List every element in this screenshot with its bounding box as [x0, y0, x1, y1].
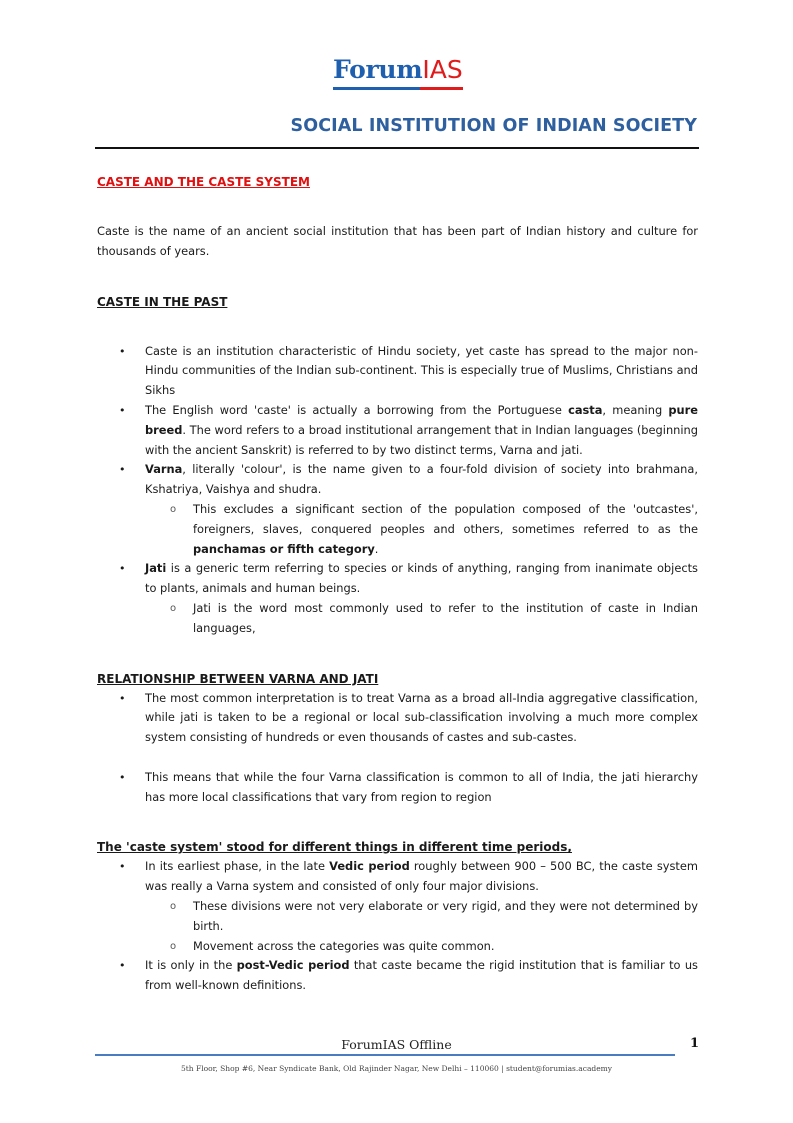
list-item	[97, 559, 698, 599]
document-title: SOCIAL INSTITUTION OF INDIAN SOCIETY	[290, 116, 697, 136]
list-item-text: Movement across the categories was quite common.	[193, 938, 495, 953]
bullet-icon: •	[119, 691, 126, 705]
section-heading-varna-jati: RELATIONSHIP BETWEEN VARNA AND JATI	[97, 671, 379, 686]
logo-underline-blue	[333, 87, 420, 90]
list-item-text: This means that while the four Varna classification is common to all of India, the jati hierarchy has more local classifications that vary from region to region	[145, 769, 698, 804]
list-item	[97, 768, 698, 808]
circle-bullet-icon: o	[170, 940, 177, 952]
list-item-text: The English word 'caste' is actually a borrowing from the Portuguese	[145, 402, 569, 417]
list-item-text: .	[374, 541, 379, 556]
list-item	[97, 956, 698, 996]
document-body	[97, 172, 698, 996]
term-vedic-period: Vedic period	[329, 859, 410, 874]
list-item-text: . The word refers to a broad institutional arrangement that in Indian languages (beginning with the ancient Sanskrit) is referred to by two distinct terms, Varna and jati.	[145, 422, 698, 457]
bullet-icon: •	[119, 959, 126, 973]
bullet-icon: •	[119, 344, 126, 358]
list-item-text: , literally 'colour', is the name given to a four-fold division of society into brahmana, Kshatriya, Vaishya and shudra.	[145, 462, 698, 497]
list-item	[97, 460, 698, 500]
term-casta: casta	[568, 402, 603, 417]
title-divider	[95, 147, 699, 149]
bullet-icon: •	[119, 463, 126, 477]
relationship-list	[97, 689, 698, 808]
page-number: 1	[690, 1036, 700, 1051]
list-item-text: Jati is the word most commonly used to refer to the institution of caste in Indian languages,	[193, 600, 698, 635]
circle-bullet-icon: o	[170, 503, 177, 515]
list-item-text: This excludes a significant section of the population composed of the 'outcastes', foreigners, slaves, conquered peoples and others, sometimes referred to as the	[193, 501, 698, 536]
footer-title: ForumIAS Offline	[341, 1037, 452, 1052]
list-item	[97, 342, 698, 401]
logo-underline-red	[420, 87, 463, 90]
bullet-icon: •	[119, 562, 126, 576]
list-item-text: is a generic term referring to species or kinds of anything, ranging from inanimate objects to plants, animals and human beings.	[145, 561, 698, 596]
list-item-text: It is only in the	[145, 958, 237, 973]
logo-underline	[333, 87, 463, 90]
list-item-text: These divisions were not very elaborate or very rigid, and they were not determined by birth.	[193, 898, 698, 933]
list-item-text: , meaning	[602, 402, 669, 417]
list-item	[97, 401, 698, 460]
section-heading-caste-system: CASTE AND THE CASTE SYSTEM	[97, 175, 310, 189]
intro-paragraph: Caste is the name of an ancient social institution that has been part of Indian history and culture for thousands of years.	[97, 224, 698, 258]
term-panchamas: panchamas or fifth category	[193, 541, 375, 556]
list-item	[97, 689, 698, 748]
term-varna: Varna	[145, 462, 183, 477]
term-post-vedic-period: post-Vedic period	[236, 958, 350, 973]
list-item-text: In its earliest phase, in the late	[145, 859, 330, 874]
list-item-text: that caste became the rigid institution that is familiar to us from well-known definitions.	[145, 958, 698, 993]
list-item	[97, 857, 698, 897]
section-heading-time-periods: The 'caste system' stood for different things in different time periods,	[97, 840, 572, 855]
logo-forum-text: Forum	[333, 55, 423, 84]
time-periods-list	[97, 857, 698, 996]
forumias-logo	[333, 55, 463, 85]
list-item-text: The most common interpretation is to treat Varna as a broad all-India aggregative classification, while jati is taken to be a regional or local sub-classification involving a much more complex system consisting of hundreds or even thousands of castes and sub-castes.	[145, 690, 698, 745]
term-jati: Jati	[145, 561, 167, 576]
term-pure-breed: pure breed	[145, 402, 698, 437]
footer-address: 5th Floor, Shop #6, Near Syndicate Bank, Old Rajinder Nagar, New Delhi – 110060 | student@forumias.academy	[180, 1064, 612, 1073]
logo-ias-text: IAS	[422, 55, 463, 84]
sub-list-item	[97, 599, 698, 639]
caste-past-list	[97, 342, 698, 639]
list-item-text: roughly between 900 – 500 BC, the caste system was really a Varna system and consisted of only four major divisions.	[145, 859, 699, 894]
bullet-icon: •	[119, 403, 126, 417]
list-item-text: Caste is an institution characteristic of Hindu society, yet caste has spread to the major non-Hindu communities of the Indian sub-continent. This is especially true of Muslims, Christians and Sikhs	[145, 343, 698, 398]
sub-list-item	[97, 500, 698, 559]
bullet-icon: •	[119, 860, 126, 874]
sub-list-item	[97, 937, 698, 957]
circle-bullet-icon: o	[170, 602, 177, 614]
bullet-icon: •	[119, 770, 126, 784]
spacer	[97, 748, 698, 768]
section-heading-caste-past: CASTE IN THE PAST	[97, 294, 228, 309]
circle-bullet-icon: o	[170, 900, 177, 912]
sub-list-item	[97, 897, 698, 937]
footer-divider	[95, 1054, 675, 1056]
